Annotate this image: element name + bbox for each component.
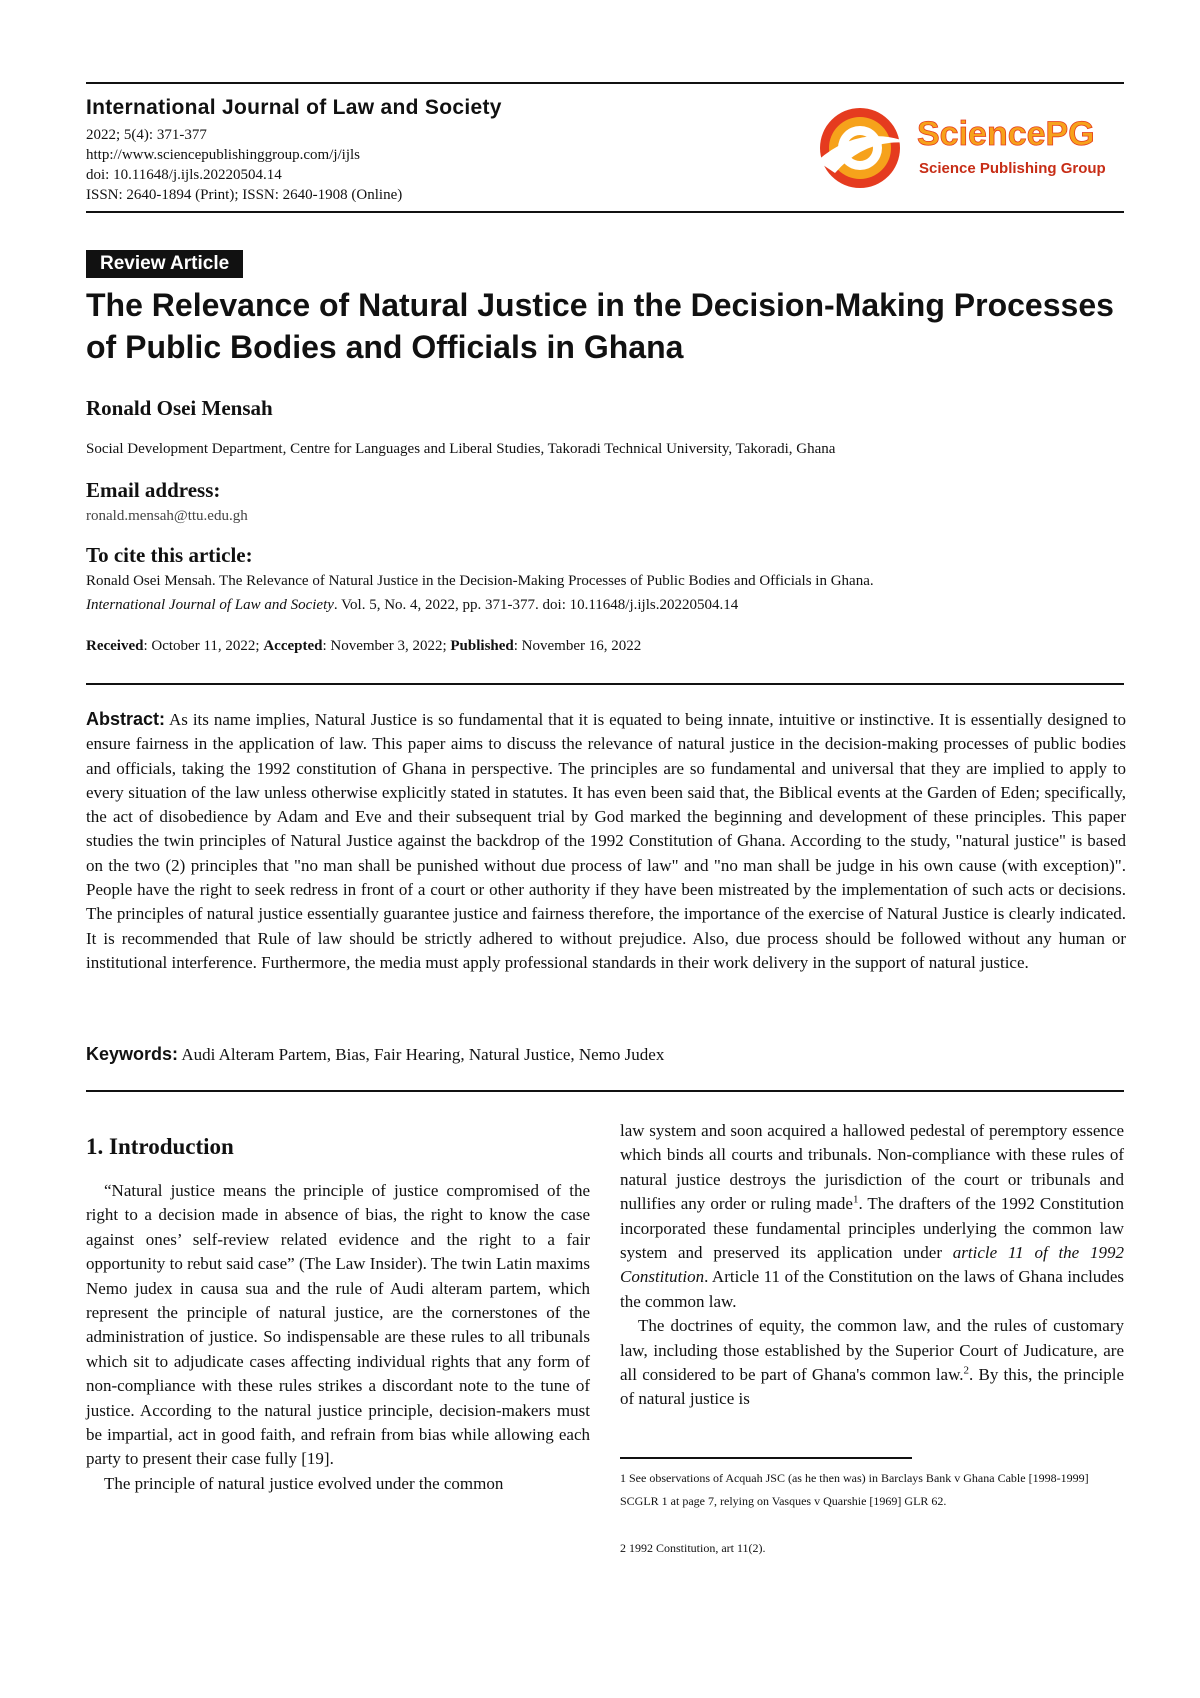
footnote-rule (620, 1457, 912, 1459)
keywords (86, 1044, 664, 1065)
accepted-date: : November 3, 2022; (322, 638, 451, 654)
journal-doi: doi: 10.11648/j.ijls.20220504.14 (86, 167, 282, 183)
author-name: Ronald Osei Mensah (86, 396, 273, 420)
email-heading: Email address: (86, 478, 221, 502)
paragraph-3-part-a: law system and soon acquired a hallowed pedestal of peremptory essence which binds all courts and tribunals. Non-compliance with these rules of natural justice destroys the jurisdiction of the court or tribunals and nullifies any order or ruling made (620, 1121, 1124, 1214)
abstract-bottom-rule (86, 1090, 1124, 1092)
footnote-ref-1[interactable]: 1 (852, 1193, 859, 1206)
journal-issn: ISSN: 2640-1894 (Print); ISSN: 2640-1908 (Online) (86, 187, 403, 203)
footnote-1: 1 See observations of Acquah JSC (as he then was) in Barclays Bank v Ghana Cable [1998-1999] SCGLR 1 at page 7, relying on Vasques v Quarshie [1969] GLR 62. (620, 1471, 1089, 1508)
abstract-label: Abstract: (86, 709, 166, 729)
intro-paragraph-1: “Natural justice means the principle of justice compromised of the right to a decision made in absence of bias, the right to know the case against ones’ self-review related evidence and the right to a fair opportunity to rebut said case” (The Law Insider). The twin Latin maxims Nemo judex in causa sua and the rule of Audi alteram partem, which represent the principle of natural justice, are the cornerstones of the administration of justice. So indispensable are these rules to all tribunals which sit to adjudicate cases affecting individual rights that any form of non-compliance with these rules strikes a discordant note to the tune of justice. According to the natural justice principle, decision-makers must be impartial, act in good faith, and refrain from bias while allowing each party to present their case fully [19]. (86, 1181, 590, 1469)
journal-url[interactable]: http://www.sciencepublishinggroup.com/j/ijls (86, 147, 360, 163)
abstract-top-rule (86, 683, 1124, 685)
citation-journal: International Journal of Law and Society (86, 597, 334, 613)
abstract-text: As its name implies, Natural Justice is so fundamental that it is equated to being innate, intuitive or instinctive. It is essentially designed to ensure fairness in the application of law. This paper aims to discuss the relevance of natural justice in the decision-making processes of public bodies and officials, taking the 1992 constitution of Ghana in perspective. The principles are so fundamental and universal that they are implied to apply to every situation of the law unless otherwise explicitly stated in statutes. It has even been said that, the Biblical events at the Garden of Eden; specifically, the act of disobedience by Adam and Eve and their subsequent trial by God marked the beginning and development of these principles. This paper studies the twin principles of Natural Justice against the backdrop of the 1992 Constitution of Ghana. According to the study, "natural justice" is based on the two (2) principles that "no man shall be punished without due process of law" and "no man shall be judge in his own cause (with exception)". People have the right to seek redress in front of a court or other authority if they have been mistreated by the implementation of such acts or decisions. The principles of natural justice essentially guarantee justice and fairness therefore, the importance of the exercise of Natural Justice is clearly indicated. It is recommended that Rule of law should be strictly adhered to without prejudice. Also, due process should be followed without any human or institutional interference. Furthermore, the media must apply professional standards in their work delivery in the support of natural justice. (86, 710, 1127, 972)
paragraph-4-part-a: The doctrines of equity, the common law, and the rules of customary law, including those established by the Superior Court of Judicature, are all considered to be part of Ghana's common law. (620, 1316, 1124, 1385)
author-affiliation: Social Development Department, Centre for Languages and Liberal Studies, Takoradi Technical University, Takoradi, Ghana (86, 441, 836, 457)
footnote-2: 2 1992 Constitution, art 11(2). (620, 1541, 766, 1555)
top-rule (86, 82, 1124, 84)
journal-volume: 2022; 5(4): 371-377 (86, 127, 207, 143)
email-address[interactable]: ronald.mensah@ttu.edu.gh (86, 508, 248, 524)
citation-line-1: Ronald Osei Mensah. The Relevance of Natural Justice in the Decision-Making Processes of Public Bodies and Officials in Ghana. (86, 573, 874, 589)
logo-tagline: Science Publishing Group (919, 160, 1106, 177)
published-date: : November 16, 2022 (513, 638, 642, 654)
cite-heading: To cite this article: (86, 543, 253, 567)
citation-details: . Vol. 5, No. 4, 2022, pp. 371-377. doi: 10.11648/j.ijls.20220504.14 (333, 597, 739, 613)
article-type-badge: Review Article (86, 250, 243, 278)
received-date: : October 11, 2022; (143, 638, 264, 654)
intro-paragraph-4 (620, 1314, 1124, 1412)
logo-name: SciencePG (917, 115, 1095, 153)
received-label: Received (86, 638, 144, 654)
section-heading-introduction: 1. Introduction (86, 1134, 234, 1159)
header-rule (86, 211, 1124, 213)
intro-paragraph-2: The principle of natural justice evolved under the common (104, 1473, 504, 1493)
paragraph-3-part-b: . The drafters of the 1992 Constitution incorporated these fundamental principles underlying the common law system and preserved its application under (620, 1194, 1124, 1263)
paragraph-3-part-c: . Article 11 of the Constitution on the laws of Ghana includes the common law. (620, 1267, 1124, 1311)
citation-line-2 (86, 593, 1126, 617)
abstract (86, 707, 1126, 975)
article-title: The Relevance of Natural Justice in the Decision-Making Processes of Public Bodies and Officials in Ghana (86, 287, 1114, 365)
intro-paragraph-3 (620, 1119, 1124, 1314)
article-11-reference: article 11 of the 1992 Constitution (620, 1243, 1125, 1287)
sciencepg-logo (815, 103, 1115, 193)
article-dates (86, 634, 1126, 658)
accepted-label: Accepted (263, 638, 323, 654)
keywords-text: Audi Alteram Partem, Bias, Fair Hearing, Natural Justice, Nemo Judex (181, 1045, 665, 1064)
right-column (620, 1119, 1124, 1412)
paragraph-4-part-b: . By this, the principle of natural justice is (620, 1365, 1125, 1409)
journal-name: International Journal of Law and Society (86, 96, 502, 119)
footnote-ref-2[interactable]: 2 (963, 1364, 970, 1377)
keywords-label: Keywords: (86, 1044, 179, 1064)
left-column (86, 1179, 590, 1496)
published-label: Published (450, 638, 514, 654)
